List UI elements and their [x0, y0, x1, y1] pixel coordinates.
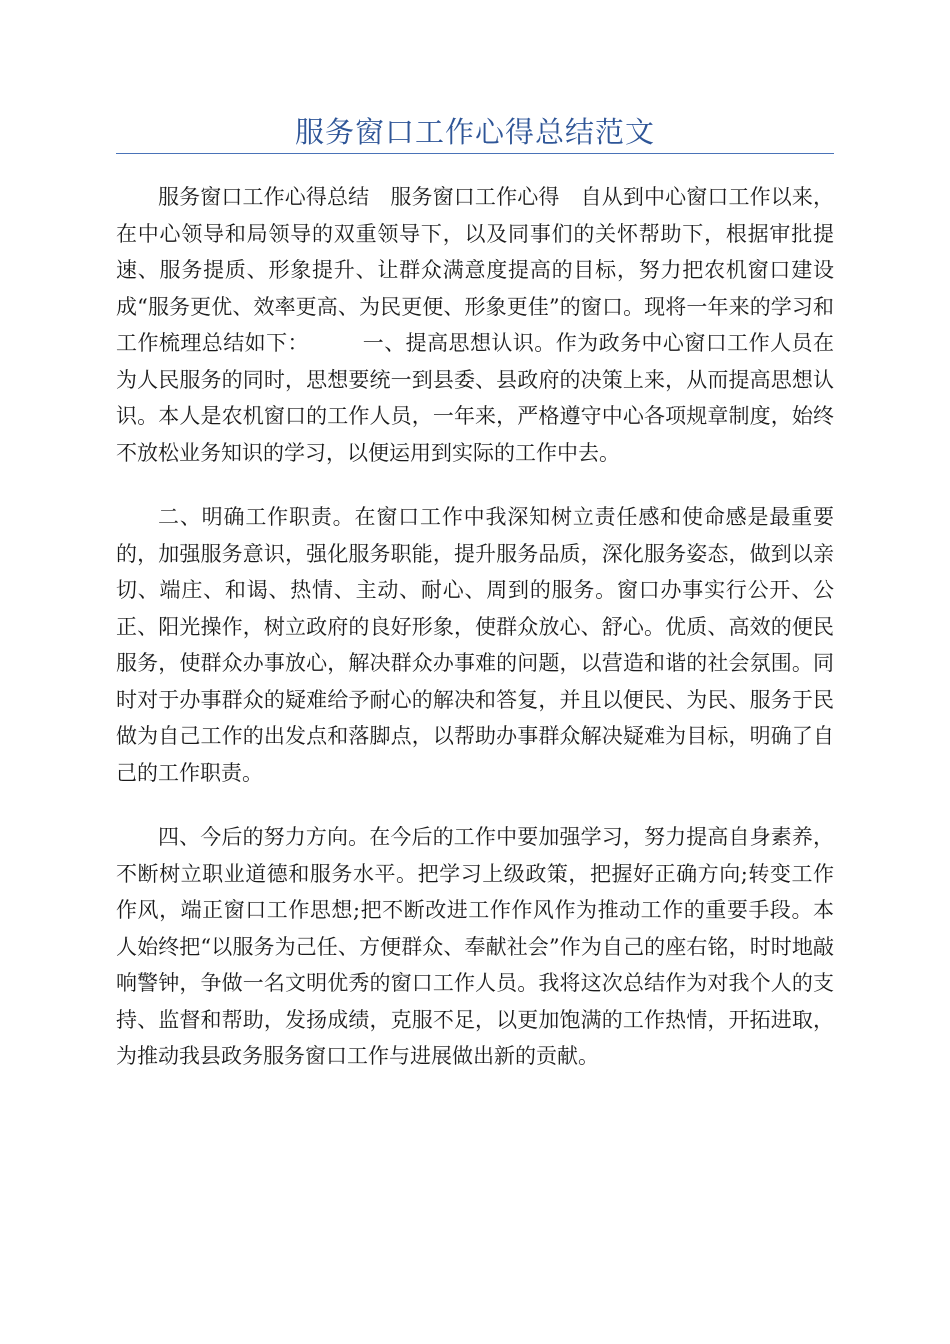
- paragraph-future-direction: 四、今后的努力方向。在今后的工作中要加强学习，努力提高自身素养，不断树立职业道德和服务水平。把学习上级政策，把握好正确方向;转变工作作风，端正窗口工作思想;把不断改进工作作风作为推动工作的重要手段。本人始终把“以服务为己任、方便群众、奉献社会”作为自己的座右铭，时时地敲响警钟，争做一名文明优秀的窗口工作人员。我将这次总结作为对我个人的支持、监督和帮助，发扬成绩，克服不足，以更加饱满的工作热情，开拓进取，为推动我县政务服务窗口工作与进展做出新的贡献。: [116, 825, 834, 1068]
- paragraph-intro: 服务窗口工作心得总结 服务窗口工作心得 自从到中心窗口工作以来，在中心领导和局领导的双重领导下，以及同事们的关怀帮助下，根据审批提速、服务提质、形象提升、让群众满意度提高的目标，努力把农机窗口建设成“服务更优、效率更高、为民更便、形象更佳”的窗口。现将一年来的学习和工作梳理总结如下： 一、提高思想认识。作为政务中心窗口工作人员在为人民服务的同时，思想要统一到县委、县政府的决策上来，从而提高思想认识。本人是农机窗口的工作人员，一年来，严格遵守中心各项规章制度，始终不放松业务知识的学习，以便运用到实际的工作中去。: [116, 185, 834, 465]
- title-underline-divider: [116, 153, 834, 154]
- paragraph-responsibilities: 二、明确工作职责。在窗口工作中我深知树立责任感和使命感是最重要的，加强服务意识，强化服务职能，提升服务品质，深化服务姿态，做到以亲切、端庄、和谒、热情、主动、耐心、周到的服务。窗口办事实行公开、公正、阳光操作，树立政府的良好形象，使群众放心、舒心。优质、高效的便民服务，使群众办事放心，解决群众办事难的问题，以营造和谐的社会氛围。同时对于办事群众的疑难给予耐心的解决和答复，并且以便民、为民、服务于民做为自己工作的出发点和落脚点，以帮助办事群众解决疑难为目标，明确了自己的工作职责。: [116, 505, 834, 785]
- document-title: 服务窗口工作心得总结范文: [294, 115, 655, 149]
- document-body: [116, 179, 834, 1103]
